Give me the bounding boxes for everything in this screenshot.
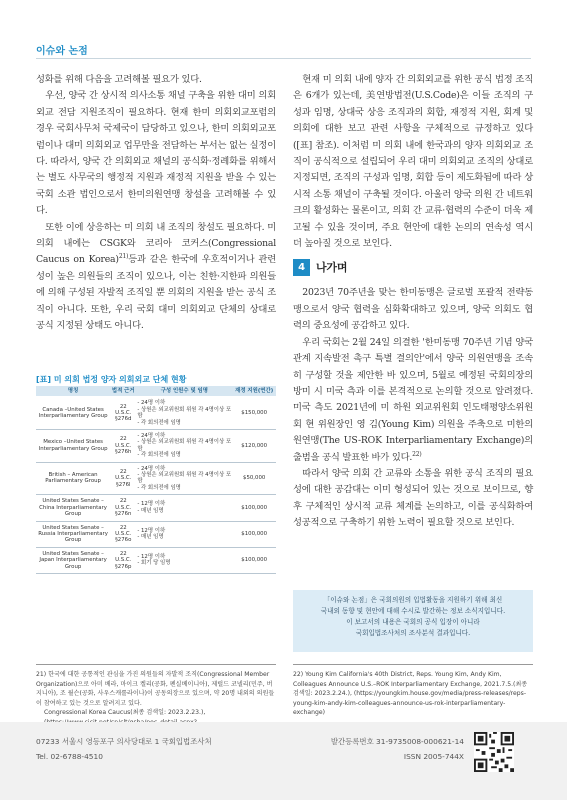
table-cell-funding: $50,000: [232, 462, 276, 495]
delegation-table: [36, 386, 276, 574]
table-cell-members: - 24명 이하 - 상원은 외교위원회 위원 각 4명이상 포함 - 각 회의전에 임명: [136, 430, 232, 463]
footnote-citation[interactable]: Congressional Korea Caucus(최종 검색일: 2023.2.23.),: [44, 709, 206, 716]
footnote-rule: [293, 664, 533, 665]
footnote-right: [293, 664, 533, 718]
table-cell-basis: 22 U.S.C. §276o: [110, 521, 136, 547]
table-row: [36, 495, 276, 521]
table-cell-members: - 12명 이하 - 매년 임명: [136, 495, 232, 521]
paragraph-text: 등과 같은 한국에 우호적이거나 관련성이 높은 의원들의 조직이 있으나, 이는 친한·지한파 의원들에 의해 구성된 자발적 조직일 뿐 의회의 지원을 받는 공식 조직이 아니다. 또한, 우리 국회 대미 의회외교 단체의 상대로 공식 지정된 상태도 아니다.: [36, 254, 276, 332]
paragraph: [293, 335, 533, 466]
footnote-rule: [36, 664, 276, 665]
paragraph: [36, 220, 276, 335]
table-row: [36, 397, 276, 430]
table-cell-name: British – American Parliamentary Group: [36, 462, 110, 495]
table-row: [36, 521, 276, 547]
footnote-text[interactable]: Young Kim California's 40th District, Reps. Young Kim, Andy Kim, Colleagues Announce U.S.–ROK Interparliamentary Exchange, 2021.7.5.(최종 검색일: 2023.2.24.), (https://youngkim.house.gov/media/press-releases/reps-young-kim-andy-kim-colleagues-announce-us-rok-interparliamentary-exchange): [293, 671, 528, 716]
notice-line: 국회입법조사처의 조사분석 결과입니다.: [355, 629, 471, 637]
table-row: [36, 462, 276, 495]
table-header-row: [36, 386, 276, 397]
table-cell-funding: $120,000: [232, 430, 276, 463]
paragraph: 우선, 양국 간 상시적 의사소통 채널 구축을 위한 대미 의회외교 전담 지원조직이 필요하다. 현재 한미 의회외교포럼의 경우 국회사무처 국제국이 담당하고 있으나, 한미 의회외교포럼이나 대미 의회외교 업무만을 전담하는 부서는 없는 실정이다. 따라서, 양국 간 의회외교 채널의 공식화·정례화를 위해서는 별도 사무국의 행정적 지원과 재정적 지원을 받을 수 있는 국회 소관 법인으로서 한미의원연맹 창설을 고려해볼 수 있다.: [36, 90, 276, 217]
section-number: 4: [293, 259, 310, 276]
table-row: [36, 547, 276, 573]
footnote: [36, 670, 276, 708]
table-cell-members: - 12명 이하 - 회기 당 임명: [136, 547, 232, 573]
qr-code-icon[interactable]: [474, 732, 514, 772]
column-header: 재정 지원(연간): [232, 386, 276, 397]
footnote-text: 한국에 대한 공통적인 관심을 가진 의원들의 자발적 조직(Congressional Member Organization)으로 아미 베라, 마이크 켈리(공화, 펜실베이니아), 제럴드 코넬리(민주, 버지니아), 조 윌슨(공화, 사우스캐롤라이나)이 공동의장으로 있으며, 약 20명 내외의 의원들이 참여하고 있는 것으로 알려지고 있다.: [36, 671, 275, 707]
table-cell-funding: $150,000: [232, 397, 276, 430]
left-column: [36, 72, 276, 335]
section-heading: [293, 259, 533, 276]
footer-tel: Tel. 02-6788-4510: [36, 752, 103, 761]
paragraph: 현재 미 의회 내에 양자 간 의회외교를 위한 공식 법정 조직은 6개가 있는데, 美연방법전(U.S.Code)은 이들 조직의 구성과 임명, 상대국 상응 조직과의 회합, 재정적 지원, 회계 및 의회에 대한 보고 관련 사항을 구체적으로 규정하고 있다([표] 참조). 이처럼 미 의회 내에 한국과의 양자 의회외교 조직이 공식적으로 설립되어 우리 대미 의회외교 조직의 상대로 지정되면, 조직의 구성과 임명, 회합 등이 제도화됨에 따라 상시적 소통 채널이 구축될 것이다. 아울러 양국 의원 간 네트워크의 활성화는 물론이고, 의회 간 교류·협력의 수준이 더욱 제고될 수 있을 것이며, 주요 현안에 대한 논의의 연속성 역시 더 높아질 것으로 보인다.: [293, 74, 533, 250]
page-header: [0, 0, 567, 62]
footer-issn: ISSN 2005-744X: [403, 752, 464, 761]
paragraph-text: 또한 이에 상응하는 미 의회 내 조직의 창설도 필요하다. 미 의회 내에는 CSGK와 코리아 코커스(Congressional Caucus on Korea): [36, 221, 276, 266]
table-row: [36, 430, 276, 463]
header-rule: [36, 58, 531, 59]
table-cell-funding: $100,000: [232, 521, 276, 547]
footer-registration: 발간등록번호 31-9735008-000621-14: [330, 737, 464, 746]
notice-line: 이 보고서의 내용은 국회의 공식 입장이 아니라: [346, 618, 480, 626]
table-title: [표] 미 의회 법정 양자 의회외교 단체 현황: [36, 375, 187, 384]
table-cell-name: Mexico –United States Interparliamentary Group: [36, 430, 110, 463]
notice-box: [293, 590, 533, 652]
series-tag: 이슈와 논점: [36, 46, 88, 57]
right-column: [293, 72, 533, 532]
footnote-number: 22): [293, 671, 304, 678]
table-cell-members: - 24명 이하 - 상원은 외교위원회 위원 각 4명이상 포함 - 각 회의전에 임명: [136, 397, 232, 430]
table-cell-funding: $100,000: [232, 547, 276, 573]
table-cell-name: United States Senate – China Interparliamentary Group: [36, 495, 110, 521]
table-cell-funding: $100,000: [232, 495, 276, 521]
paragraph-text: 우리 국회는 2월 24일 의결한 '한미동맹 70주년 기념 양국 관계 지속발전 촉구 특별 결의안'에서 양국 의원연맹을 조속히 구성할 것을 제안한 바 있으며, 5월로 예정된 국회의장의 방미 시 미국 측과 이를 본격적으로 논의할 것으로 알려졌다. 미국 측도 2021년에 미 하원 외교위원회 인도태평양소위원회 현 위원장인 영 김(Young Kim) 의원을 주축으로 미한의원연맹(The US-ROK Interparliamentary Exchange)의 출범을 공식 발표한 바가 있다.: [293, 336, 533, 463]
footnote: [293, 670, 533, 718]
paragraph: 2023년 70주년을 맞는 한미동맹은 글로벌 포괄적 전략동맹으로서 양국 협력을 심화확대하고 있으며, 양국 의회도 협력의 중요성에 공감하고 있다.: [293, 287, 533, 332]
table-cell-name: Canada –United States Interparliamentary Group: [36, 397, 110, 430]
footer-address: 07233 서울시 영등포구 의사당대로 1 국회입법조사처: [36, 737, 212, 746]
column-header: 법적 근거: [110, 386, 136, 397]
section-title: 나가며: [316, 260, 348, 274]
table-cell-basis: 22 U.S.C. §276d: [110, 397, 136, 430]
table-cell-members: - 24명 이하 - 상원은 외교위원회 위원 각 4명이상 포함 - 각 회의전에 임명: [136, 462, 232, 495]
footnote-ref[interactable]: 22): [412, 450, 422, 458]
table-cell-members: - 12명 이하 - 매년 임명: [136, 521, 232, 547]
column-header: 구성 인원수 및 임명: [136, 386, 232, 397]
table-cell-name: United States Senate –Russia Interparliamentary Group: [36, 521, 110, 547]
table-cell-basis: 22 U.S.C. §276l: [110, 462, 136, 495]
column-header: 명칭: [36, 386, 110, 397]
paragraph: 따라서 양국 의회 간 교류와 소통을 위한 공식 조직의 필요성에 대한 공감대는 이미 형성되어 있는 것으로 보이므로, 향후 구체적인 상시적 교류 체계를 논의하고, 이를 공식화하여 성공적으로 구축하기 위한 노력이 필요할 것으로 보인다.: [293, 467, 533, 529]
table-cell-basis: 22 U.S.C. §276n: [110, 495, 136, 521]
notice-line: 국내외 동향 및 현안에 대해 수시로 발간하는 정보 소식지입니다.: [320, 607, 506, 615]
page-footer: [0, 722, 567, 800]
footnote-number: 21): [36, 671, 47, 678]
paragraph: 성화를 위해 다음을 고려해볼 필요가 있다.: [36, 74, 202, 85]
footnote-ref[interactable]: 21): [118, 253, 129, 261]
table-cell-name: United States Senate –Japan Interparliamentary Group: [36, 547, 110, 573]
notice-line: 「이슈와 논점」은 국회의원의 입법활동을 지원하기 위해 최신: [323, 596, 503, 604]
table-cell-basis: 22 U.S.C. §276h: [110, 430, 136, 463]
table-cell-basis: 22 U.S.C. §276p: [110, 547, 136, 573]
